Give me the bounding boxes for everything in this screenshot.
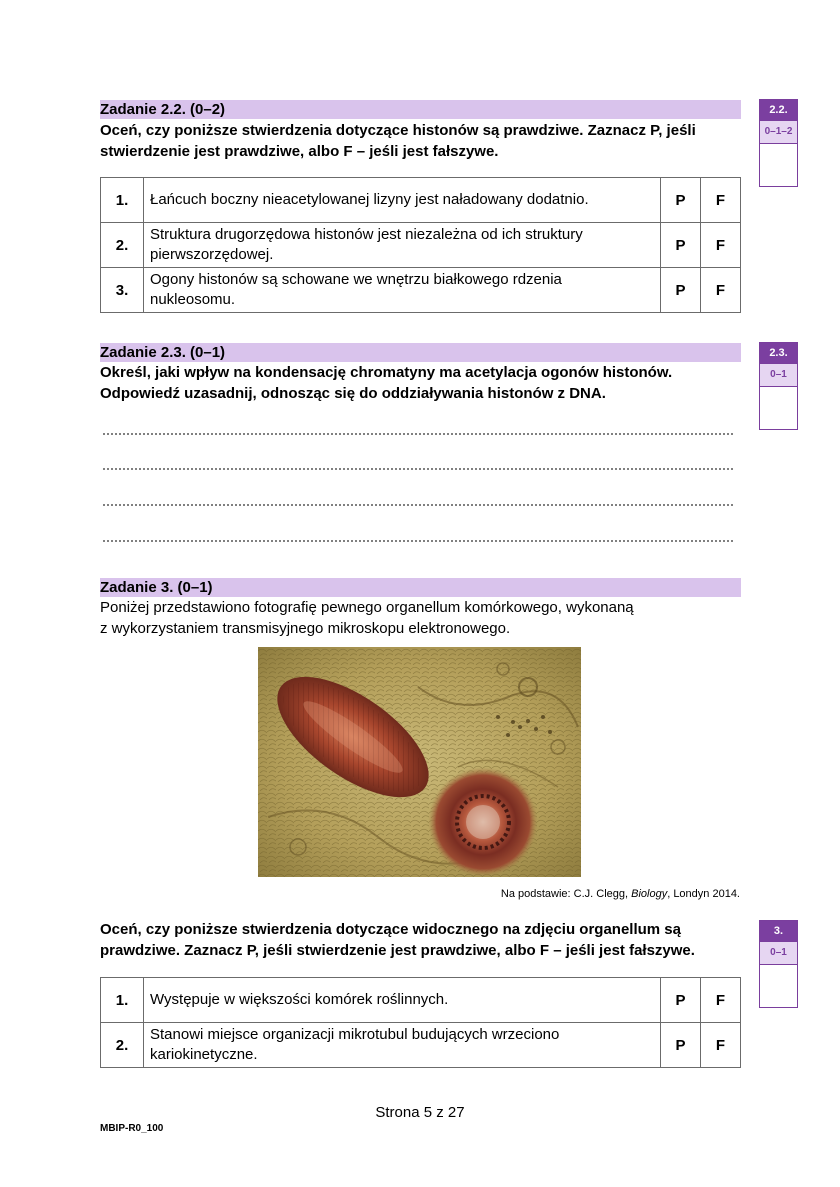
answer-f-option[interactable]: F bbox=[701, 223, 741, 268]
statement-text bbox=[144, 1023, 661, 1068]
task-2-2-instruction-2: stwierdzenie jest prawdziwe, albo F – jeśli jest fałszywe. bbox=[100, 143, 499, 160]
task-2-3-instruction-2: Odpowiedź uzasadnij, odnosząc się do oddziaływania histonów z DNA. bbox=[100, 385, 606, 402]
answer-p-option[interactable]: P bbox=[661, 1023, 701, 1068]
table-row bbox=[101, 268, 741, 313]
table-row bbox=[101, 223, 741, 268]
statement-text bbox=[144, 223, 661, 268]
answer-p-option[interactable]: P bbox=[661, 268, 701, 313]
answer-f-option[interactable]: F bbox=[701, 268, 741, 313]
task-3-instruction-2: prawdziwe. Zaznacz P, jeśli stwierdzenie jest prawdziwe, albo F – jeśli jest fałszywe. bbox=[100, 942, 695, 959]
score-entry-field[interactable] bbox=[760, 386, 797, 429]
task-3-table bbox=[100, 977, 741, 1068]
task-2-3-header bbox=[100, 343, 741, 362]
task-2-2-title: Zadanie 2.2. (0–2) bbox=[100, 101, 226, 118]
score-points: 0–1 bbox=[760, 363, 797, 386]
answer-line-2[interactable] bbox=[102, 468, 735, 470]
task-2-3-title: Zadanie 2.3. (0–1) bbox=[100, 344, 226, 361]
task-3-header bbox=[100, 578, 741, 597]
statement-text bbox=[144, 978, 661, 1023]
caption-suffix: , Londyn 2014. bbox=[667, 888, 740, 900]
answer-p-option[interactable]: P bbox=[661, 223, 701, 268]
task-2-2-header bbox=[100, 100, 741, 119]
caption-prefix: Na podstawie: C.J. Clegg, bbox=[500, 888, 632, 900]
row-number: 1. bbox=[101, 978, 144, 1023]
statement-line-1: Ogony histonów są schowane we wnętrzu białkowego rdzenia bbox=[150, 271, 562, 288]
answer-line-3[interactable] bbox=[102, 504, 735, 506]
task-3-intro-1: Poniżej przedstawiono fotografię pewnego organellum komórkowego, wykonaną bbox=[100, 599, 634, 616]
task-3-instruction-1: Oceń, czy poniższe stwierdzenia dotyczące widocznego na zdjęciu organellum są bbox=[100, 921, 681, 938]
score-id: 2.2. bbox=[760, 100, 797, 120]
score-box-2-3 bbox=[759, 342, 798, 430]
answer-f-option[interactable]: F bbox=[701, 178, 741, 223]
task-2-2-table bbox=[100, 177, 741, 313]
statement-text bbox=[144, 268, 661, 313]
score-id: 3. bbox=[760, 921, 797, 941]
statement-line-1: Występuje w większości komórek roślinnych. bbox=[150, 991, 449, 1008]
score-entry-field[interactable] bbox=[760, 143, 797, 186]
score-box-3 bbox=[759, 920, 798, 1008]
microscope-photo bbox=[258, 647, 581, 877]
statement-line-1: Struktura drugorzędowa histonów jest niezależna od ich struktury bbox=[150, 226, 583, 243]
table-row bbox=[101, 1023, 741, 1068]
task-2-2-instruction-1: Oceń, czy poniższe stwierdzenia dotyczące histonów są prawdziwe. Zaznacz P, jeśli bbox=[100, 122, 696, 139]
statement-text bbox=[144, 178, 661, 223]
statement-line-2: kariokinetyczne. bbox=[150, 1046, 258, 1063]
page-number: Strona 5 z 27 bbox=[375, 1104, 465, 1121]
statement-line-2: pierwszorzędowej. bbox=[150, 246, 274, 263]
exam-code: MBIP-R0_100 bbox=[100, 1123, 164, 1134]
answer-f-option[interactable]: F bbox=[701, 978, 741, 1023]
score-id: 2.3. bbox=[760, 343, 797, 363]
statement-line-1: Stanowi miejsce organizacji mikrotubul budujących wrzeciono bbox=[150, 1026, 560, 1043]
task-3-title: Zadanie 3. (0–1) bbox=[100, 579, 213, 596]
row-number: 2. bbox=[101, 223, 144, 268]
statement-line-2: nukleosomu. bbox=[150, 291, 236, 308]
row-number: 1. bbox=[101, 178, 144, 223]
answer-p-option[interactable]: P bbox=[661, 978, 701, 1023]
score-points: 0–1–2 bbox=[760, 120, 797, 143]
table-row bbox=[101, 178, 741, 223]
score-box-2-2 bbox=[759, 99, 798, 187]
row-number: 2. bbox=[101, 1023, 144, 1068]
task-2-3-instruction-1: Określ, jaki wpływ na kondensację chromatyny ma acetylacja ogonów histonów. bbox=[100, 364, 673, 381]
answer-p-option[interactable]: P bbox=[661, 178, 701, 223]
answer-f-option[interactable]: F bbox=[701, 1023, 741, 1068]
answer-line-1[interactable] bbox=[102, 433, 735, 435]
answer-line-4[interactable] bbox=[102, 540, 735, 542]
photo-caption bbox=[501, 888, 740, 900]
caption-book-title: Biology bbox=[631, 888, 668, 900]
score-entry-field[interactable] bbox=[760, 964, 797, 1007]
statement-line-1: Łańcuch boczny nieacetylowanej lizyny jest naładowany dodatnio. bbox=[150, 191, 589, 208]
task-3-intro-2: z wykorzystaniem transmisyjnego mikroskopu elektronowego. bbox=[100, 620, 511, 637]
score-points: 0–1 bbox=[760, 941, 797, 964]
table-row bbox=[101, 978, 741, 1023]
row-number: 3. bbox=[101, 268, 144, 313]
